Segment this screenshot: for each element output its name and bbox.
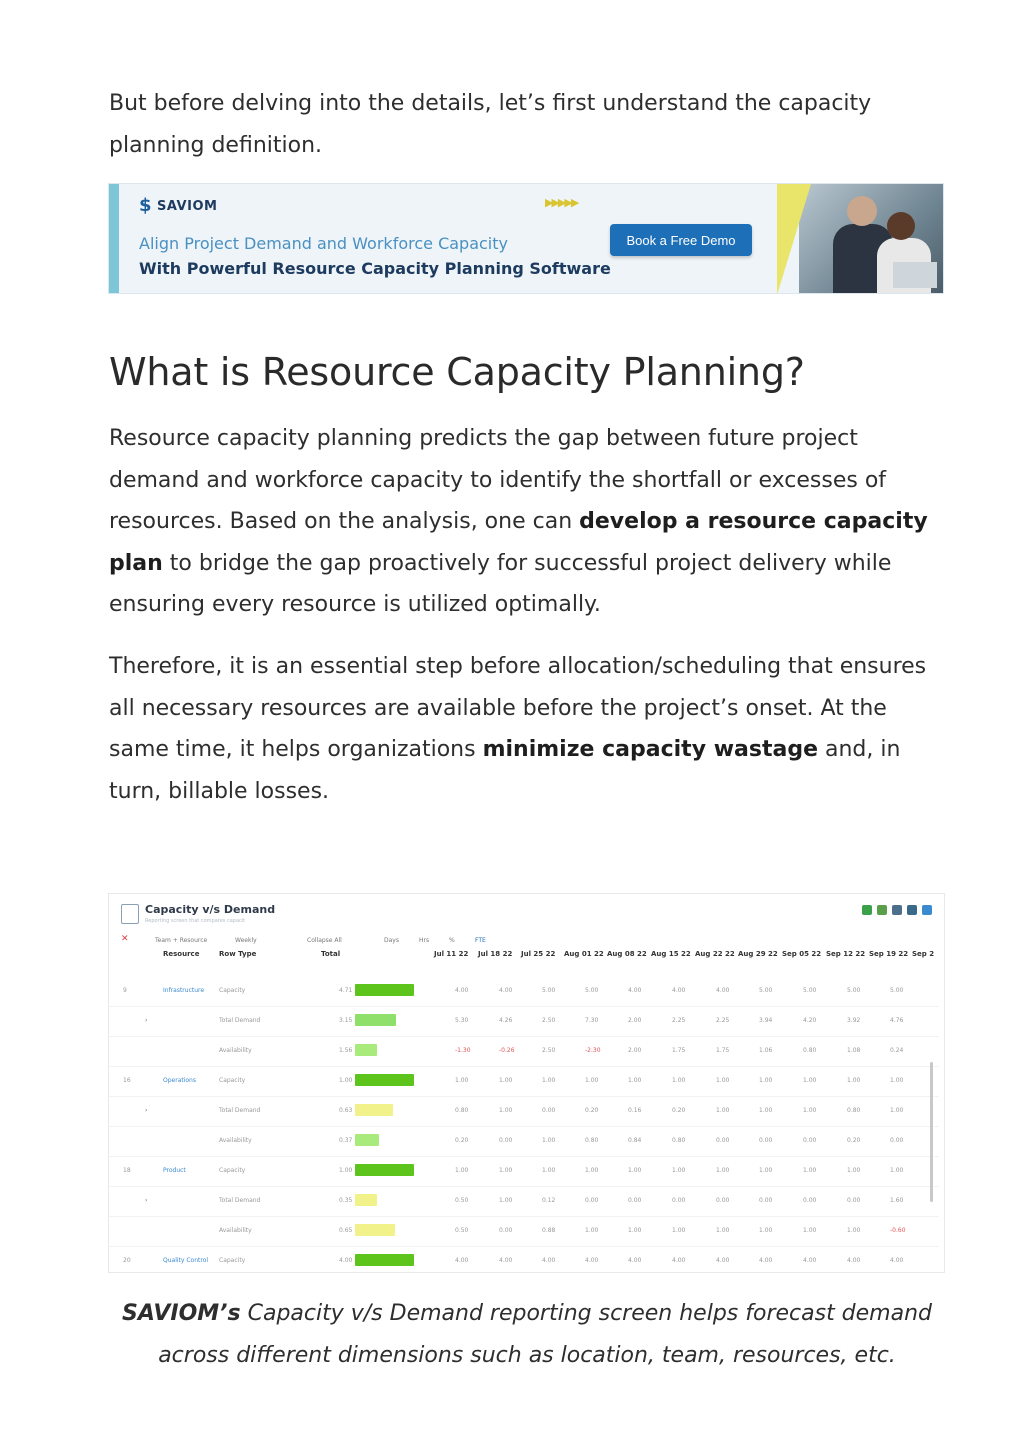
total-bar xyxy=(355,1164,414,1176)
value-cell: 1.00 xyxy=(803,1107,817,1114)
value-cell: 0.50 xyxy=(455,1227,469,1234)
value-cell: 1.00 xyxy=(803,1227,817,1234)
value-cell: 0.00 xyxy=(803,1197,817,1204)
value-cell: 1.00 xyxy=(628,1227,642,1234)
value-cell: 4.00 xyxy=(628,1257,642,1264)
value-cell: 1.00 xyxy=(716,1167,730,1174)
capacity-plan-link[interactable]: develop a resource capacity plan xyxy=(109,509,928,576)
resource-cell[interactable]: Infrastructure xyxy=(163,987,205,994)
figure-caption: SAVIOM’s Capacity v/s Demand reporting screen helps forecast demand across different dimensions such as location, team, resources, etc. xyxy=(121,1301,933,1368)
column-header[interactable]: Sep 19 22 xyxy=(869,950,909,958)
essential-step-paragraph: Therefore, it is an essential step before allocation/scheduling that ensures all necessary resources are available before the project’s onset. At the same time, it helps organizations minimize capacity wastage and, in turn, billable losses. xyxy=(109,654,927,804)
column-header[interactable]: Sep 2 xyxy=(912,950,935,958)
value-cell: 4.00 xyxy=(716,1257,730,1264)
value-cell: 4.00 xyxy=(672,987,686,994)
table-row[interactable] xyxy=(109,1156,939,1187)
value-cell: 4.76 xyxy=(890,1017,904,1024)
toolbar-icons xyxy=(862,905,932,915)
value-cell: 5.00 xyxy=(847,987,861,994)
value-cell: 2.50 xyxy=(542,1047,556,1054)
print-icon[interactable] xyxy=(892,905,902,915)
value-cell: 0.20 xyxy=(672,1107,686,1114)
row-type-cell: Capacity xyxy=(219,1257,246,1264)
report-subtitle: Reporting screen that compares capacit xyxy=(145,918,246,924)
column-header[interactable]: Aug 22 22 xyxy=(695,950,735,958)
value-cell: 0.00 xyxy=(499,1227,513,1234)
value-cell: 2.00 xyxy=(628,1047,642,1054)
column-header[interactable]: Jul 18 22 xyxy=(478,950,513,958)
value-cell: 1.00 xyxy=(499,1167,513,1174)
value-cell: 0.88 xyxy=(542,1227,556,1234)
column-header[interactable]: Aug 01 22 xyxy=(564,950,604,958)
value-cell: 1.00 xyxy=(499,1197,513,1204)
total-bar xyxy=(355,1044,377,1056)
column-header[interactable]: Total xyxy=(321,950,341,958)
value-cell: 0.16 xyxy=(628,1107,642,1114)
value-cell: 0.00 xyxy=(585,1197,599,1204)
column-header[interactable]: Sep 05 22 xyxy=(782,950,822,958)
table-row[interactable] xyxy=(109,976,939,1007)
value-cell: 1.00 xyxy=(585,1167,599,1174)
value-cell: 1.08 xyxy=(847,1047,861,1054)
refresh-icon[interactable] xyxy=(907,905,917,915)
value-cell: 1.00 xyxy=(759,1167,773,1174)
value-cell: 5.00 xyxy=(890,987,904,994)
value-cell: 1.00 xyxy=(542,1137,556,1144)
value-cell: 0.00 xyxy=(759,1137,773,1144)
days-radio[interactable]: Days xyxy=(384,937,399,944)
value-cell: 1.75 xyxy=(716,1047,730,1054)
row-type-cell: Total Demand xyxy=(219,1197,261,1204)
value-cell: 4.00 xyxy=(585,1257,599,1264)
value-cell: 0.00 xyxy=(716,1137,730,1144)
resource-cell[interactable]: Product xyxy=(163,1167,186,1174)
banner-tagline-1: Align Project Demand and Workforce Capacity xyxy=(139,234,508,253)
report-title: Capacity v/s Demand xyxy=(145,903,276,916)
banner-tagline-2: With Powerful Resource Capacity Planning Software xyxy=(139,259,611,278)
value-cell: 3.94 xyxy=(759,1017,773,1024)
table-row[interactable] xyxy=(109,1126,939,1157)
total-bar xyxy=(355,1224,395,1236)
saviom-demo-banner[interactable] xyxy=(108,183,944,294)
row-type-cell: Total Demand xyxy=(219,1017,261,1024)
column-header[interactable]: Sep 12 22 xyxy=(826,950,866,958)
saviom-logo xyxy=(139,197,217,215)
total-bar xyxy=(355,1194,377,1206)
value-cell: 0.84 xyxy=(628,1137,642,1144)
value-cell: 1.00 xyxy=(455,1077,469,1084)
table-row[interactable] xyxy=(109,1006,939,1037)
value-cell: 0.80 xyxy=(847,1107,861,1114)
expand-chevron-icon: › xyxy=(145,1197,148,1204)
value-cell: 1.00 xyxy=(542,1167,556,1174)
value-cell: 5.30 xyxy=(455,1017,469,1024)
table-row[interactable] xyxy=(109,1096,939,1127)
fte-radio[interactable]: FTE xyxy=(475,937,486,944)
value-cell: 0.20 xyxy=(847,1137,861,1144)
total-bar xyxy=(355,1254,414,1266)
value-cell: 0.80 xyxy=(585,1137,599,1144)
report-icon xyxy=(121,904,139,924)
row-type-cell: Availability xyxy=(219,1047,252,1054)
value-cell: 0.00 xyxy=(499,1137,513,1144)
value-cell: 1.00 xyxy=(542,1077,556,1084)
value-cell: 4.00 xyxy=(847,1257,861,1264)
value-cell: 1.00 xyxy=(847,1167,861,1174)
grid-scrollbar[interactable] xyxy=(930,1062,933,1202)
value-cell: 1.00 xyxy=(716,1227,730,1234)
value-cell: 3.92 xyxy=(847,1017,861,1024)
total-cell: 1.00 xyxy=(339,1167,353,1174)
value-cell: 1.00 xyxy=(628,1167,642,1174)
value-cell: -1.30 xyxy=(455,1047,471,1054)
table-row[interactable] xyxy=(109,1246,939,1273)
value-cell: 2.00 xyxy=(628,1017,642,1024)
value-cell: 4.00 xyxy=(455,1257,469,1264)
value-cell: 1.00 xyxy=(890,1077,904,1084)
value-cell: 1.00 xyxy=(847,1227,861,1234)
saviom-logo-icon: $ xyxy=(139,195,152,216)
column-header[interactable]: Aug 08 22 xyxy=(607,950,647,958)
value-cell: 1.00 xyxy=(585,1077,599,1084)
value-cell: 4.00 xyxy=(759,1257,773,1264)
row-type-cell: Availability xyxy=(219,1227,252,1234)
value-cell: 4.00 xyxy=(803,1257,817,1264)
capacity-demand-screenshot xyxy=(108,893,945,1273)
total-bar xyxy=(355,1074,414,1086)
book-free-demo-button[interactable]: Book a Free Demo xyxy=(610,224,752,256)
value-cell: 1.00 xyxy=(672,1227,686,1234)
value-cell: 4.00 xyxy=(628,987,642,994)
total-cell: 0.37 xyxy=(339,1137,353,1144)
close-filter-icon[interactable]: ✕ xyxy=(121,934,129,944)
column-header[interactable]: Row Type xyxy=(219,950,257,958)
value-cell: 4.00 xyxy=(542,1257,556,1264)
value-cell: -0.26 xyxy=(499,1047,515,1054)
intro-paragraph: But before delving into the details, let’s first understand the capacity planning definition. xyxy=(109,91,872,158)
total-cell: 4.71 xyxy=(339,987,353,994)
row-id-cell: 16 xyxy=(123,1077,131,1084)
table-row[interactable] xyxy=(109,1036,939,1067)
filter-icon[interactable] xyxy=(922,905,932,915)
total-cell: 3.15 xyxy=(339,1017,353,1024)
value-cell: 1.06 xyxy=(759,1047,773,1054)
hrs-radio[interactable]: Hrs xyxy=(419,937,430,944)
percent-radio[interactable]: % xyxy=(449,937,455,944)
section-heading: What is Resource Capacity Planning? xyxy=(109,350,805,394)
row-type-cell: Capacity xyxy=(219,987,246,994)
value-cell: 1.00 xyxy=(499,1107,513,1114)
value-cell: 1.00 xyxy=(759,1077,773,1084)
row-type-cell: Availability xyxy=(219,1137,252,1144)
value-cell: 5.00 xyxy=(803,987,817,994)
resource-cell[interactable]: Quality Control xyxy=(163,1257,209,1264)
saviom-logo-text: SAVIOM xyxy=(157,198,218,214)
value-cell: 4.00 xyxy=(499,1257,513,1264)
value-cell: 1.00 xyxy=(803,1077,817,1084)
value-cell: 1.00 xyxy=(847,1077,861,1084)
total-cell: 0.65 xyxy=(339,1227,353,1234)
value-cell: 1.60 xyxy=(890,1197,904,1204)
value-cell: 0.00 xyxy=(672,1197,686,1204)
value-cell: 5.00 xyxy=(759,987,773,994)
value-cell: 1.00 xyxy=(890,1107,904,1114)
value-cell: 4.20 xyxy=(803,1017,817,1024)
value-cell: 0.24 xyxy=(890,1047,904,1054)
value-cell: 1.00 xyxy=(716,1107,730,1114)
banner-photo xyxy=(777,184,944,294)
value-cell: -0.60 xyxy=(890,1227,906,1234)
value-cell: 1.00 xyxy=(455,1167,469,1174)
row-id-cell: 9 xyxy=(123,987,127,994)
value-cell: 1.00 xyxy=(890,1167,904,1174)
value-cell: 7.30 xyxy=(585,1017,599,1024)
value-cell: 0.00 xyxy=(803,1137,817,1144)
value-cell: 4.00 xyxy=(716,987,730,994)
value-cell: 0.80 xyxy=(672,1137,686,1144)
column-header[interactable]: Resource xyxy=(163,950,200,958)
table-row[interactable] xyxy=(109,1216,939,1247)
export-icon[interactable] xyxy=(877,905,887,915)
total-cell: 1.00 xyxy=(339,1077,353,1084)
value-cell: 4.00 xyxy=(455,987,469,994)
total-cell: 1.56 xyxy=(339,1047,353,1054)
value-cell: 1.00 xyxy=(716,1077,730,1084)
total-bar xyxy=(355,1104,393,1116)
resource-cell[interactable]: Operations xyxy=(163,1077,196,1084)
value-cell: 0.12 xyxy=(542,1197,556,1204)
value-cell: 2.50 xyxy=(542,1017,556,1024)
team-resource-control[interactable]: Team + Resource xyxy=(155,937,208,944)
expand-chevron-icon: › xyxy=(145,1017,148,1024)
row-type-cell: Capacity xyxy=(219,1077,246,1084)
value-cell: 0.20 xyxy=(585,1107,599,1114)
value-cell: 0.00 xyxy=(716,1197,730,1204)
value-cell: 0.00 xyxy=(542,1107,556,1114)
value-cell: 4.26 xyxy=(499,1017,513,1024)
value-cell: 0.80 xyxy=(803,1047,817,1054)
value-cell: 0.50 xyxy=(455,1197,469,1204)
value-cell: 1.00 xyxy=(585,1227,599,1234)
value-cell: 0.20 xyxy=(455,1137,469,1144)
value-cell: 2.25 xyxy=(716,1017,730,1024)
value-cell: 1.00 xyxy=(759,1107,773,1114)
table-row[interactable] xyxy=(109,1186,939,1217)
value-cell: 5.00 xyxy=(542,987,556,994)
value-cell: 0.00 xyxy=(628,1197,642,1204)
value-cell: 5.00 xyxy=(585,987,599,994)
excel-icon[interactable] xyxy=(862,905,872,915)
total-bar xyxy=(355,984,414,996)
column-header[interactable]: Aug 29 22 xyxy=(738,950,778,958)
arrows-decoration-icon: ▶▶▶▶▶ xyxy=(545,196,578,209)
column-header[interactable]: Jul 25 22 xyxy=(521,950,556,958)
expand-chevron-icon: › xyxy=(145,1107,148,1114)
value-cell: 1.00 xyxy=(672,1077,686,1084)
total-bar xyxy=(355,1134,379,1146)
value-cell: 1.75 xyxy=(672,1047,686,1054)
value-cell: 1.00 xyxy=(628,1077,642,1084)
row-type-cell: Capacity xyxy=(219,1167,246,1174)
value-cell: 0.00 xyxy=(890,1137,904,1144)
value-cell: 1.00 xyxy=(499,1077,513,1084)
table-row[interactable] xyxy=(109,1066,939,1097)
row-id-cell: 18 xyxy=(123,1167,131,1174)
total-cell: 0.35 xyxy=(339,1197,353,1204)
column-header[interactable]: Jul 11 22 xyxy=(434,950,469,958)
value-cell: -2.30 xyxy=(585,1047,601,1054)
value-cell: 4.00 xyxy=(499,987,513,994)
total-cell: 4.00 xyxy=(339,1257,353,1264)
value-cell: 4.00 xyxy=(672,1257,686,1264)
value-cell: 4.00 xyxy=(890,1257,904,1264)
total-bar xyxy=(355,1014,396,1026)
definition-paragraph: Resource capacity planning predicts the gap between future project demand and workforce capacity to identify the shortfall or excesses of resources. Based on the analysis, one can develop a resource capacity plan to bridge the gap proactively for successful project delivery while ensuring every resource is utilized optimally. xyxy=(109,426,928,618)
value-cell: 1.00 xyxy=(672,1167,686,1174)
value-cell: 1.00 xyxy=(759,1227,773,1234)
value-cell: 0.00 xyxy=(759,1197,773,1204)
row-id-cell: 20 xyxy=(123,1257,131,1264)
value-cell: 1.00 xyxy=(803,1167,817,1174)
weekly-control[interactable]: Weekly xyxy=(235,937,257,944)
banner-stripe xyxy=(109,184,119,294)
capacity-wastage-link[interactable]: minimize capacity wastage xyxy=(482,737,818,763)
row-type-cell: Total Demand xyxy=(219,1107,261,1114)
value-cell: 0.00 xyxy=(847,1197,861,1204)
total-cell: 0.63 xyxy=(339,1107,353,1114)
value-cell: 2.25 xyxy=(672,1017,686,1024)
collapse-all-control[interactable]: Collapse All xyxy=(307,937,342,944)
value-cell: 0.80 xyxy=(455,1107,469,1114)
column-header[interactable]: Aug 15 22 xyxy=(651,950,691,958)
